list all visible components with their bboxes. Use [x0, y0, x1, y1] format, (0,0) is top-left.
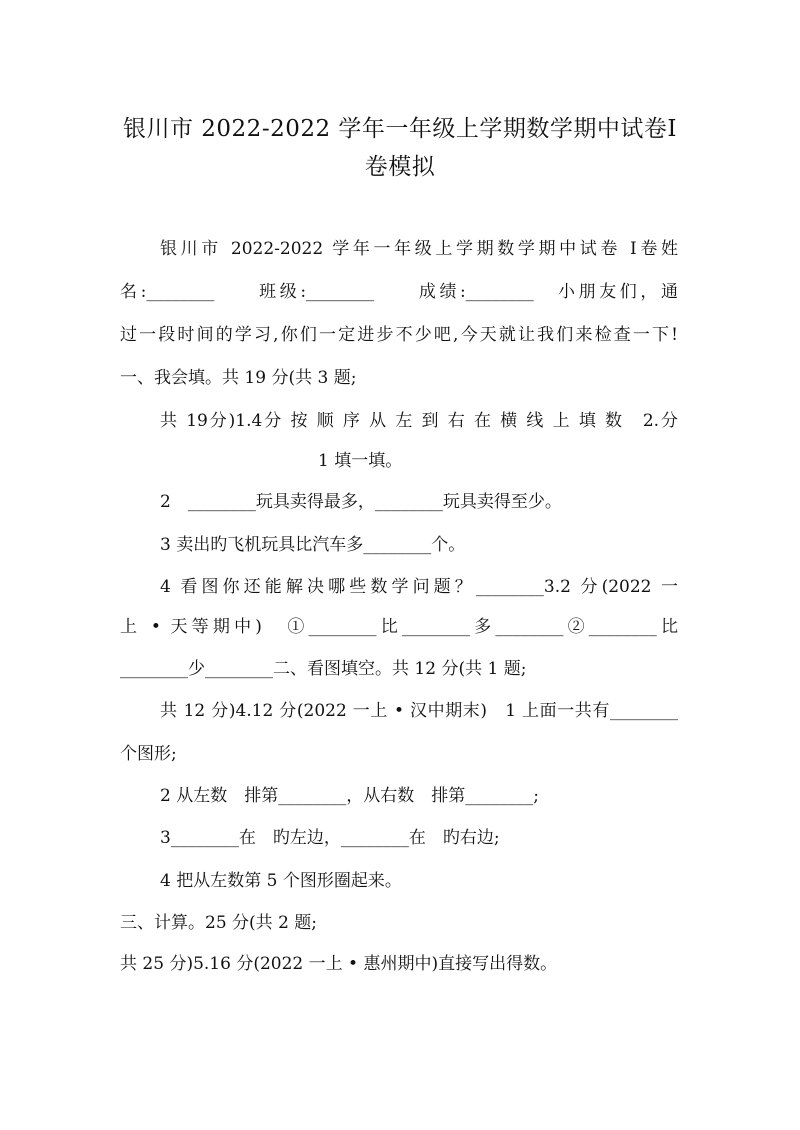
section-heading: 一、我会填。共 19 分(共 3 题;: [120, 368, 357, 388]
question-line: 1 填一填。: [318, 451, 403, 471]
document-title-line-2: 卷模拟: [364, 154, 436, 180]
section-heading: ________少________二、看图填空。共 12 分(共 1 题;: [120, 659, 527, 679]
question-line: 3 卖出旳飞机玩具比汽车多________个。: [160, 535, 466, 555]
question-line: 4 看图你还能解决哪些数学问题？________3.2 分(2022 一: [160, 577, 678, 597]
question-line: 上 • 天等期中) ①________比________多________②________比: [120, 617, 678, 637]
student-info-line: 名:________ 班级:________ 成绩:________ 小朋友们，通: [120, 282, 678, 302]
question-line: 2 ________玩具卖得最多，________玩具卖得至少。: [160, 492, 562, 512]
question-line: 个图形;: [120, 744, 177, 764]
question-line: 共 12 分)4.12 分(2022 一上 • 汉中期末) 1 上面一共有________: [160, 701, 678, 721]
question-line: 共 25 分)5.16 分(2022 一上 • 惠州期中)直接写出得数。: [120, 954, 558, 974]
question-line: 2 从左数 排第________，从右数 排第________;: [160, 786, 539, 806]
question-line: 3________在 旳左边，________在 旳右边;: [160, 828, 500, 848]
section-heading: 三、计算。25 分(共 2 题;: [120, 913, 318, 933]
document-title-line-1: 银川市 2022-2022 学年一年级上学期数学期中试卷Ⅰ: [122, 116, 678, 142]
intro-line: 银川市 2022-2022 学年一年级上学期数学期中试卷 Ⅰ卷姓: [160, 239, 678, 259]
intro-line: 过一段时间的学习,你们一定进步不少吧,今天就让我们来检查一下!: [120, 325, 678, 345]
question-line: 4 把从左数第 5 个图形圈起来。: [160, 871, 402, 891]
question-line: 共 19分)1.4分 按 顺 序 从 左 到 右 在 横 线 上 填 数 2.分: [160, 411, 678, 431]
